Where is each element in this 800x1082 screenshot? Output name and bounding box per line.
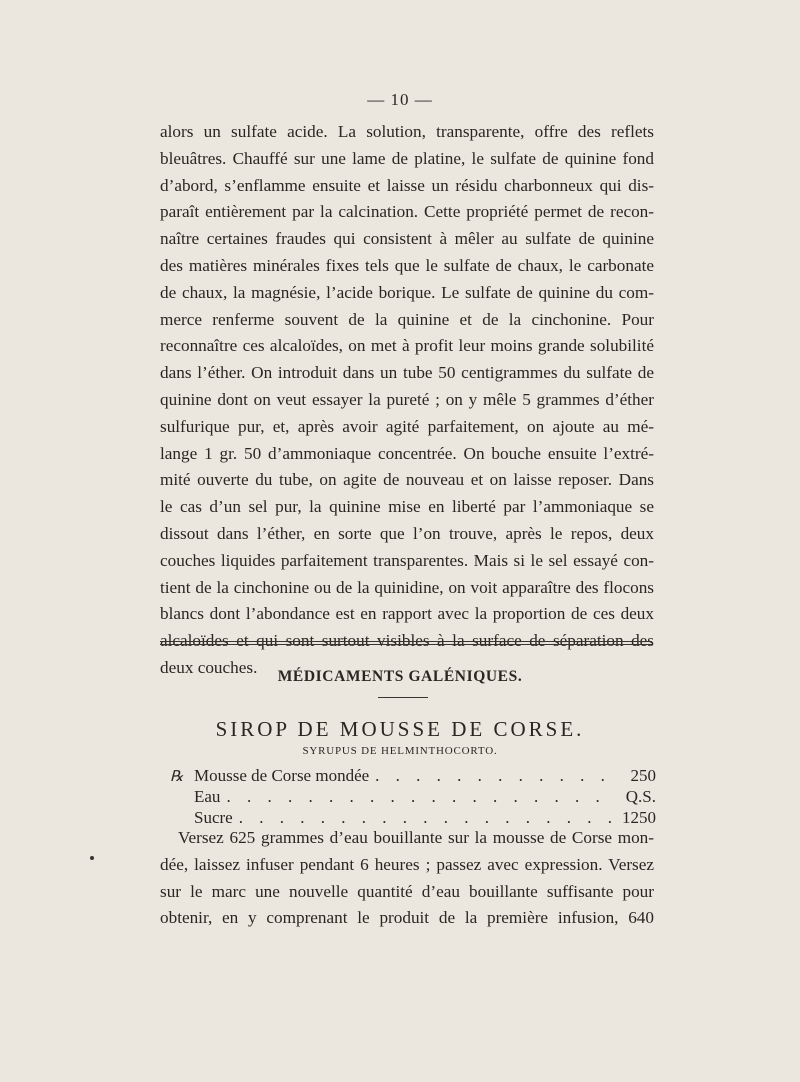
section-heading: MÉDICAMENTS GALÉNIQUES. [277, 668, 523, 685]
body-paragraph [160, 119, 654, 682]
text-line: paraît entièrement par la calcination. Cette propriété permet de recon- [160, 202, 654, 222]
double-rule-divider [160, 641, 652, 645]
ingredient-quantity: Q.S. [625, 787, 656, 806]
ink-speck [90, 856, 94, 860]
ingredient-quantity: 1250 [622, 808, 656, 827]
leader-dots [220, 786, 616, 807]
ingredient-list [170, 765, 656, 828]
recipe-symbol-icon: ℞ [170, 769, 184, 785]
text-line: des matières minérales fixes tels que le sulfate de chaux, le carbonate [160, 255, 654, 275]
text-line: lange 1 gr. 50 d’ammoniaque concentrée. On bouche ensuite l’extré- [160, 443, 654, 463]
text-line: obtenir, en y comprenant le produit de la première infusion, 640 [160, 908, 654, 928]
text-line: deux couches. [160, 657, 258, 677]
text-line: sulfurique pur, et, après avoir agité parfaitement, on ajoute au mé- [160, 416, 654, 436]
text-line: dans l’éther. On introduit dans un tube 50 centigrammes du sulfate de [160, 363, 654, 383]
text-line: le cas d’un sel pur, la quinine mise en liberté par l’ammoniaque se [160, 497, 654, 517]
text-line: tient de la cinchonine ou de la quinidine, on voit apparaître des flocons [160, 577, 654, 597]
ingredient-quantity: 250 [630, 766, 656, 785]
text-line: merce renferme souvent de la quinine et de la cinchonine. Pour [160, 309, 654, 329]
text-line: dissout dans l’éther, en sorte que l’on trouve, après le repos, deux [160, 523, 654, 543]
text-line: couches liquides parfaitement transparentes. Mais si le sel essayé con- [160, 550, 654, 570]
text-line: naître certaines fraudes qui consistent à mêler au sulfate de quinine [160, 229, 654, 249]
text-line: de chaux, la magnésie, l’acide borique. Le sulfate de quinine du com- [160, 282, 654, 302]
text-line: alcaloïdes et qui sont surtout visibles à la surface de séparation des [160, 631, 654, 651]
text-line: sur le marc une nouvelle quantité d’eau bouillante suffisante pour [160, 881, 654, 901]
short-rule-divider [378, 697, 428, 698]
text-line: d’abord, s’enflamme ensuite et laisse un résidu charbonneux qui dis- [160, 175, 654, 195]
text-line: dée, laissez infuser pendant 6 heures ; passez avec expression. Versez [160, 854, 654, 874]
page-number: — 10 — [367, 90, 433, 109]
recipe-title: SIROP DE MOUSSE DE CORSE. [215, 717, 585, 741]
recipe-instructions [160, 825, 654, 932]
ingredient-row [170, 786, 656, 807]
text-line: reconnaître ces alcaloïdes, on met à profit leur moins grande solubilité [160, 336, 654, 356]
ingredient-name: Eau [194, 787, 221, 806]
ingredient-name: Sucre [194, 808, 233, 827]
text-line: blancs dont l’abondance est en rapport avec la proportion de ces deux [160, 604, 654, 624]
ingredient-row [170, 765, 656, 786]
text-line: alors un sulfate acide. La solution, transparente, offre des reflets [160, 122, 654, 141]
text-line: Versez 625 grammes d’eau bouillante sur la mousse de Corse mon- [178, 828, 654, 847]
text-line: quinine dont on veut essayer la pureté ; on y mêle 5 grammes d’éther [160, 389, 654, 409]
text-line: bleuâtres. Chauffé sur une lame de platine, le sulfate de quinine fond [160, 148, 654, 168]
recipe-latin-subtitle: SYRUPUS DE HELMINTHOCORTO. [302, 745, 498, 757]
text-line: mité ouverte du tube, on agite de nouveau et on laisse reposer. Dans [160, 470, 654, 490]
leader-dots [369, 765, 616, 786]
ingredient-name: Mousse de Corse mondée [194, 766, 370, 785]
